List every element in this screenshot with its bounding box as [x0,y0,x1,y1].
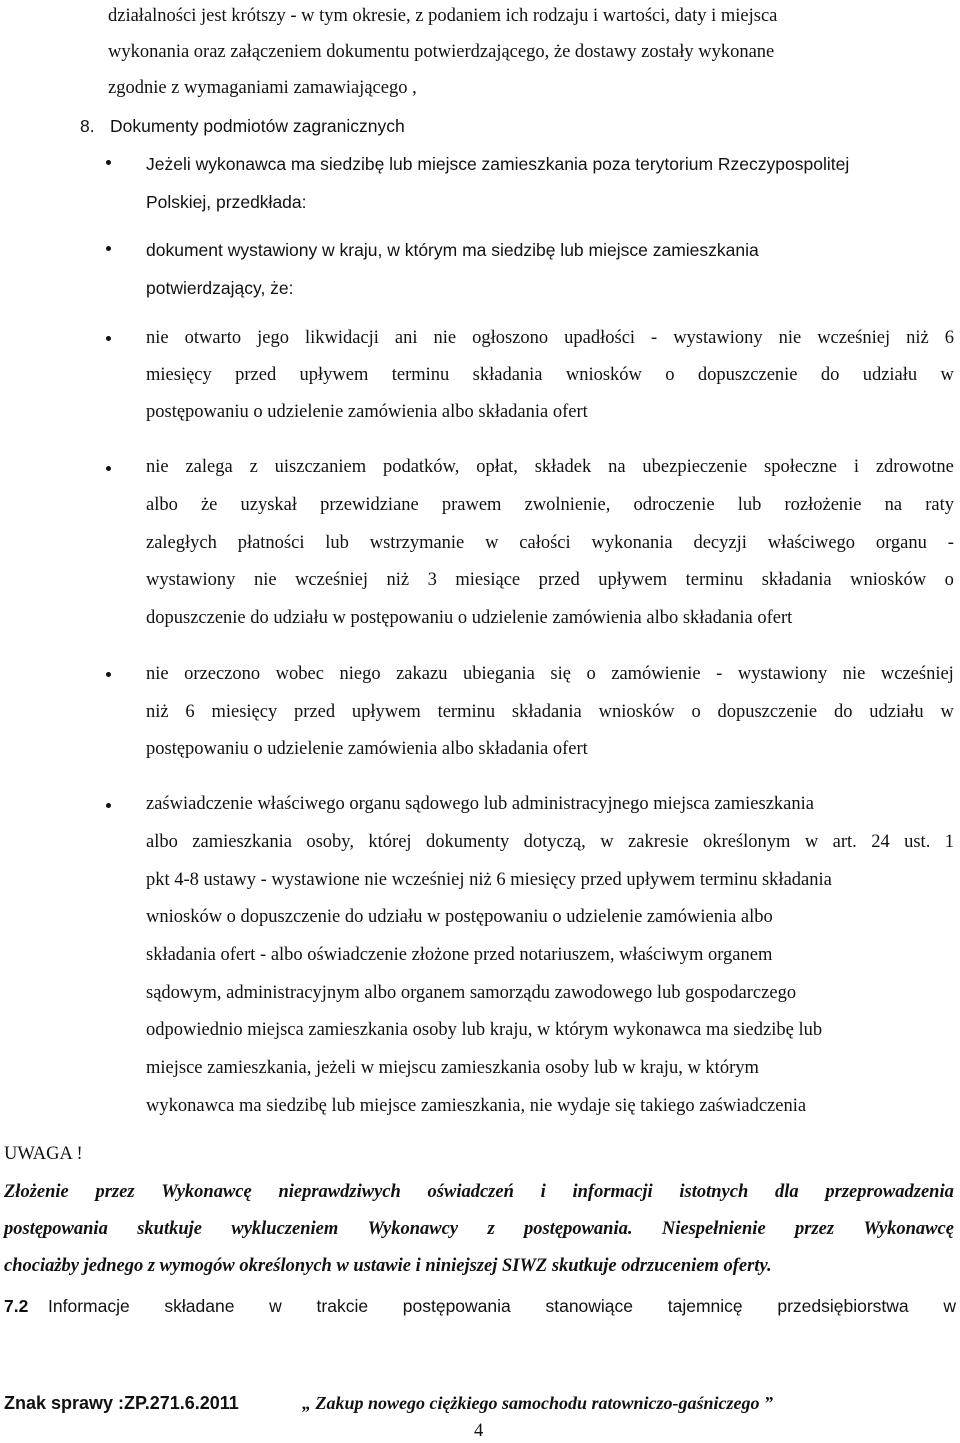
intro-line-3: zgodnie z wymaganiami zamawiającego , [108,78,417,98]
bullet-3-line-3: postępowaniu o udzielenie zamówienia albo składania ofert [146,402,588,422]
section-8-number: 8. [80,116,95,136]
bullet-4-line-4: wystawiony nie wcześniej niż 3 miesiące przed upływem terminu składania wniosków o [146,570,954,590]
bullet-5-line-1: nie orzeczono wobec niego zakazu ubiegania się o zamówienie - wystawiony nie wcześniej [146,664,954,684]
section-7-2-text: Informacje składane w trakcie postępowania stanowiące tajemnicę przedsiębiorstwa w [48,1296,956,1316]
bullet-2-line-2: potwierdzający, że: [146,278,294,298]
warning-line-2: postępowania skutkuje wykluczeniem Wykonawcy z postępowania. Niespełnienie przez Wykonawcę [4,1219,954,1239]
bullet-4-line-3: zaległych płatności lub wstrzymanie w całości wykonania decyzji właściwego organu - [146,533,954,553]
bullet-1-line-1: Jeżeli wykonawca ma siedzibę lub miejsce zamieszkania poza terytorium Rzeczypospolitej [146,154,850,174]
bullet-dot [106,246,111,251]
bullet-5-line-3: postępowaniu o udzielenie zamówienia albo składania ofert [146,739,588,759]
bullet-1-line-2: Polskiej, przedkłada: [146,192,307,212]
intro-line-2: wykonania oraz załączeniem dokumentu potwierdzającego, że dostawy zostały wykonane [108,42,775,62]
bullet-3-line-2: miesięcy przed upływem terminu składania wniosków o dopuszczenie do udziału w [146,365,954,385]
bullet-6-line-4: wniosków o dopuszczenie do udziału w postępowaniu o udzielenie zamówienia albo [146,907,773,927]
bullet-6-line-3: pkt 4-8 ustawy - wystawione nie wcześniej niż 6 miesięcy przed upływem terminu składania [146,870,832,890]
bullet-4-line-1: nie zalega z uiszczaniem podatków, opłat, składek na ubezpieczenie społeczne i zdrowotne [146,457,954,477]
bullet-dot [106,803,111,808]
bullet-2-line-1: dokument wystawiony w kraju, w którym ma siedzibę lub miejsce zamieszkania [146,240,759,260]
bullet-6-line-6: sądowym, administracyjnym albo organem samorządu zawodowego lub gospodarczego [146,983,797,1003]
bullet-6-line-2: albo zamieszkania osoby, której dokumenty dotyczą, w zakresie określonym w art. 24 ust. 1 [146,832,954,852]
warning-heading: UWAGA ! [4,1144,83,1164]
bullet-dot [106,160,111,165]
bullet-dot [106,672,111,677]
section-8-title: Dokumenty podmiotów zagranicznych [110,116,405,136]
bullet-6-line-7: odpowiednio miejsca zamieszkania osoby lub kraju, w którym wykonawca ma siedzibę lub [146,1020,823,1040]
footer-case-number: Znak sprawy :ZP.271.6.2011 [4,1393,239,1413]
bullet-6-line-8: miejsce zamieszkania, jeżeli w miejscu zamieszkania osoby lub w kraju, w którym [146,1058,759,1078]
bullet-3-line-1: nie otwarto jego likwidacji ani nie ogłoszono upadłości - wystawiony nie wcześniej niż 6 [146,328,954,348]
bullet-6-line-5: składania ofert - albo oświadczenie złożone przed notariuszem, właściwym organem [146,945,773,965]
footer-subject: „ Zakup nowego ciężkiego samochodu ratowniczo-gaśniczego ” [302,1393,774,1413]
warning-line-1: Złożenie przez Wykonawcę nieprawdziwych oświadczeń i informacji istotnych dla przeprowadzenia [4,1182,954,1202]
bullet-4-line-2: albo że uzyskał przewidziane prawem zwolnienie, odroczenie lub rozłożenie na raty [146,495,954,515]
bullet-4-line-5: dopuszczenie do udziału w postępowaniu o udzielenie zamówienia albo składania ofert [146,608,793,628]
page-number: 4 [474,1421,484,1441]
bullet-6-line-1: zaświadczenie właściwego organu sądowego lub administracyjnego miejsca zamieszkania [146,794,814,814]
bullet-6-line-9: wykonawca ma siedzibę lub miejsce zamieszkania, nie wydaje się takiego zaświadczenia [146,1096,807,1116]
bullet-dot [106,336,111,341]
bullet-dot [106,466,111,471]
section-7-2-number: 7.2 [4,1296,29,1316]
bullet-5-line-2: niż 6 miesięcy przed upływem terminu składania wniosków o dopuszczenie do udziału w [146,702,954,722]
warning-line-3: chociażby jednego z wymogów określonych w ustawie i niniejszej SIWZ skutkuje odrzuceniem oferty. [4,1256,772,1276]
intro-line-1: działalności jest krótszy - w tym okresie, z podaniem ich rodzaju i wartości, daty i miejsca [108,6,778,26]
